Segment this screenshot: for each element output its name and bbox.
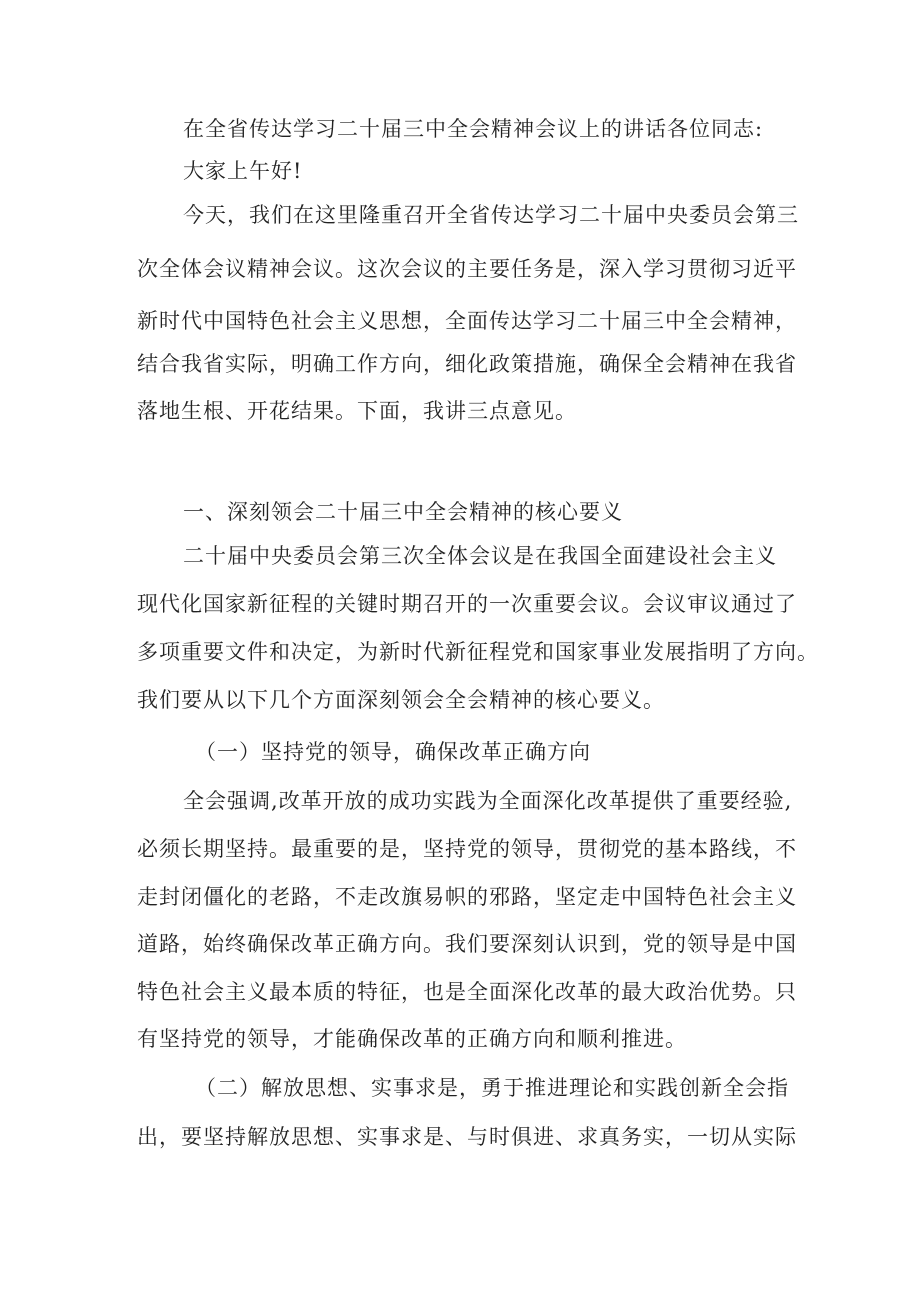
text-line: 道路，始终确保改革正确方向。我们要深刻认识到，党的领导是中国 bbox=[137, 932, 797, 956]
text-line: 次全体会议精神会议。这次会议的主要任务是，深入学习贯彻习近平 bbox=[137, 257, 797, 281]
text-line: （二）解放思想、实事求是，勇于推进理论和实践创新全会指 bbox=[195, 1076, 789, 1100]
text-line: 新时代中国特色社会主义思想，全面传达学习二十届三中全会精神， bbox=[137, 309, 797, 333]
text-line: 落地生根、开花结果。下面，我讲三点意见。 bbox=[137, 399, 577, 423]
text-line: 现代化国家新征程的关键时期召开的一次重要会议。会议审议通过了 bbox=[137, 592, 797, 616]
text-line: 二十届中央委员会第三次全体会议是在我国全面建设社会主义 bbox=[183, 544, 777, 568]
text-line: 走封闭僵化的老路，不走改旗易帜的邪路，坚定走中国特色社会主义 bbox=[137, 885, 797, 909]
text-line: （一）坚持党的领导，确保改革正确方向 bbox=[195, 740, 591, 764]
text-line: 在全省传达学习二十届三中全会精神会议上的讲话各位同志: bbox=[183, 117, 764, 141]
text-line: 我们要从以下几个方面深刻领会全会精神的核心要义。 bbox=[137, 688, 665, 712]
text-line: 一、深刻领会二十届三中全会精神的核心要义 bbox=[183, 500, 623, 524]
text-line: 今天，我们在这里隆重召开全省传达学习二十届中央委员会第三 bbox=[183, 203, 799, 227]
text-line: 全会强调,改革开放的成功实践为全面深化改革提供了重要经验, bbox=[183, 789, 793, 813]
text-line: 必须长期坚持。最重要的是，坚持党的领导，贯彻党的基本路线，不 bbox=[137, 837, 797, 861]
text-line: 大家上午好! bbox=[183, 159, 303, 183]
text-line: 结合我省实际，明确工作方向，细化政策措施，确保全会精神在我省 bbox=[137, 352, 797, 376]
text-line: 特色社会主义最本质的特征，也是全面深化改革的最大政治优势。只 bbox=[137, 980, 797, 1004]
text-line: 有坚持党的领导，才能确保改革的正确方向和顺利推进。 bbox=[137, 1027, 687, 1051]
text-line: 多项重要文件和决定，为新时代新征程党和国家事业发展指明了方向。 bbox=[137, 640, 819, 664]
text-line: 出，要坚持解放思想、实事求是、与时俱进、求真务实，一切从实际 bbox=[137, 1125, 797, 1149]
